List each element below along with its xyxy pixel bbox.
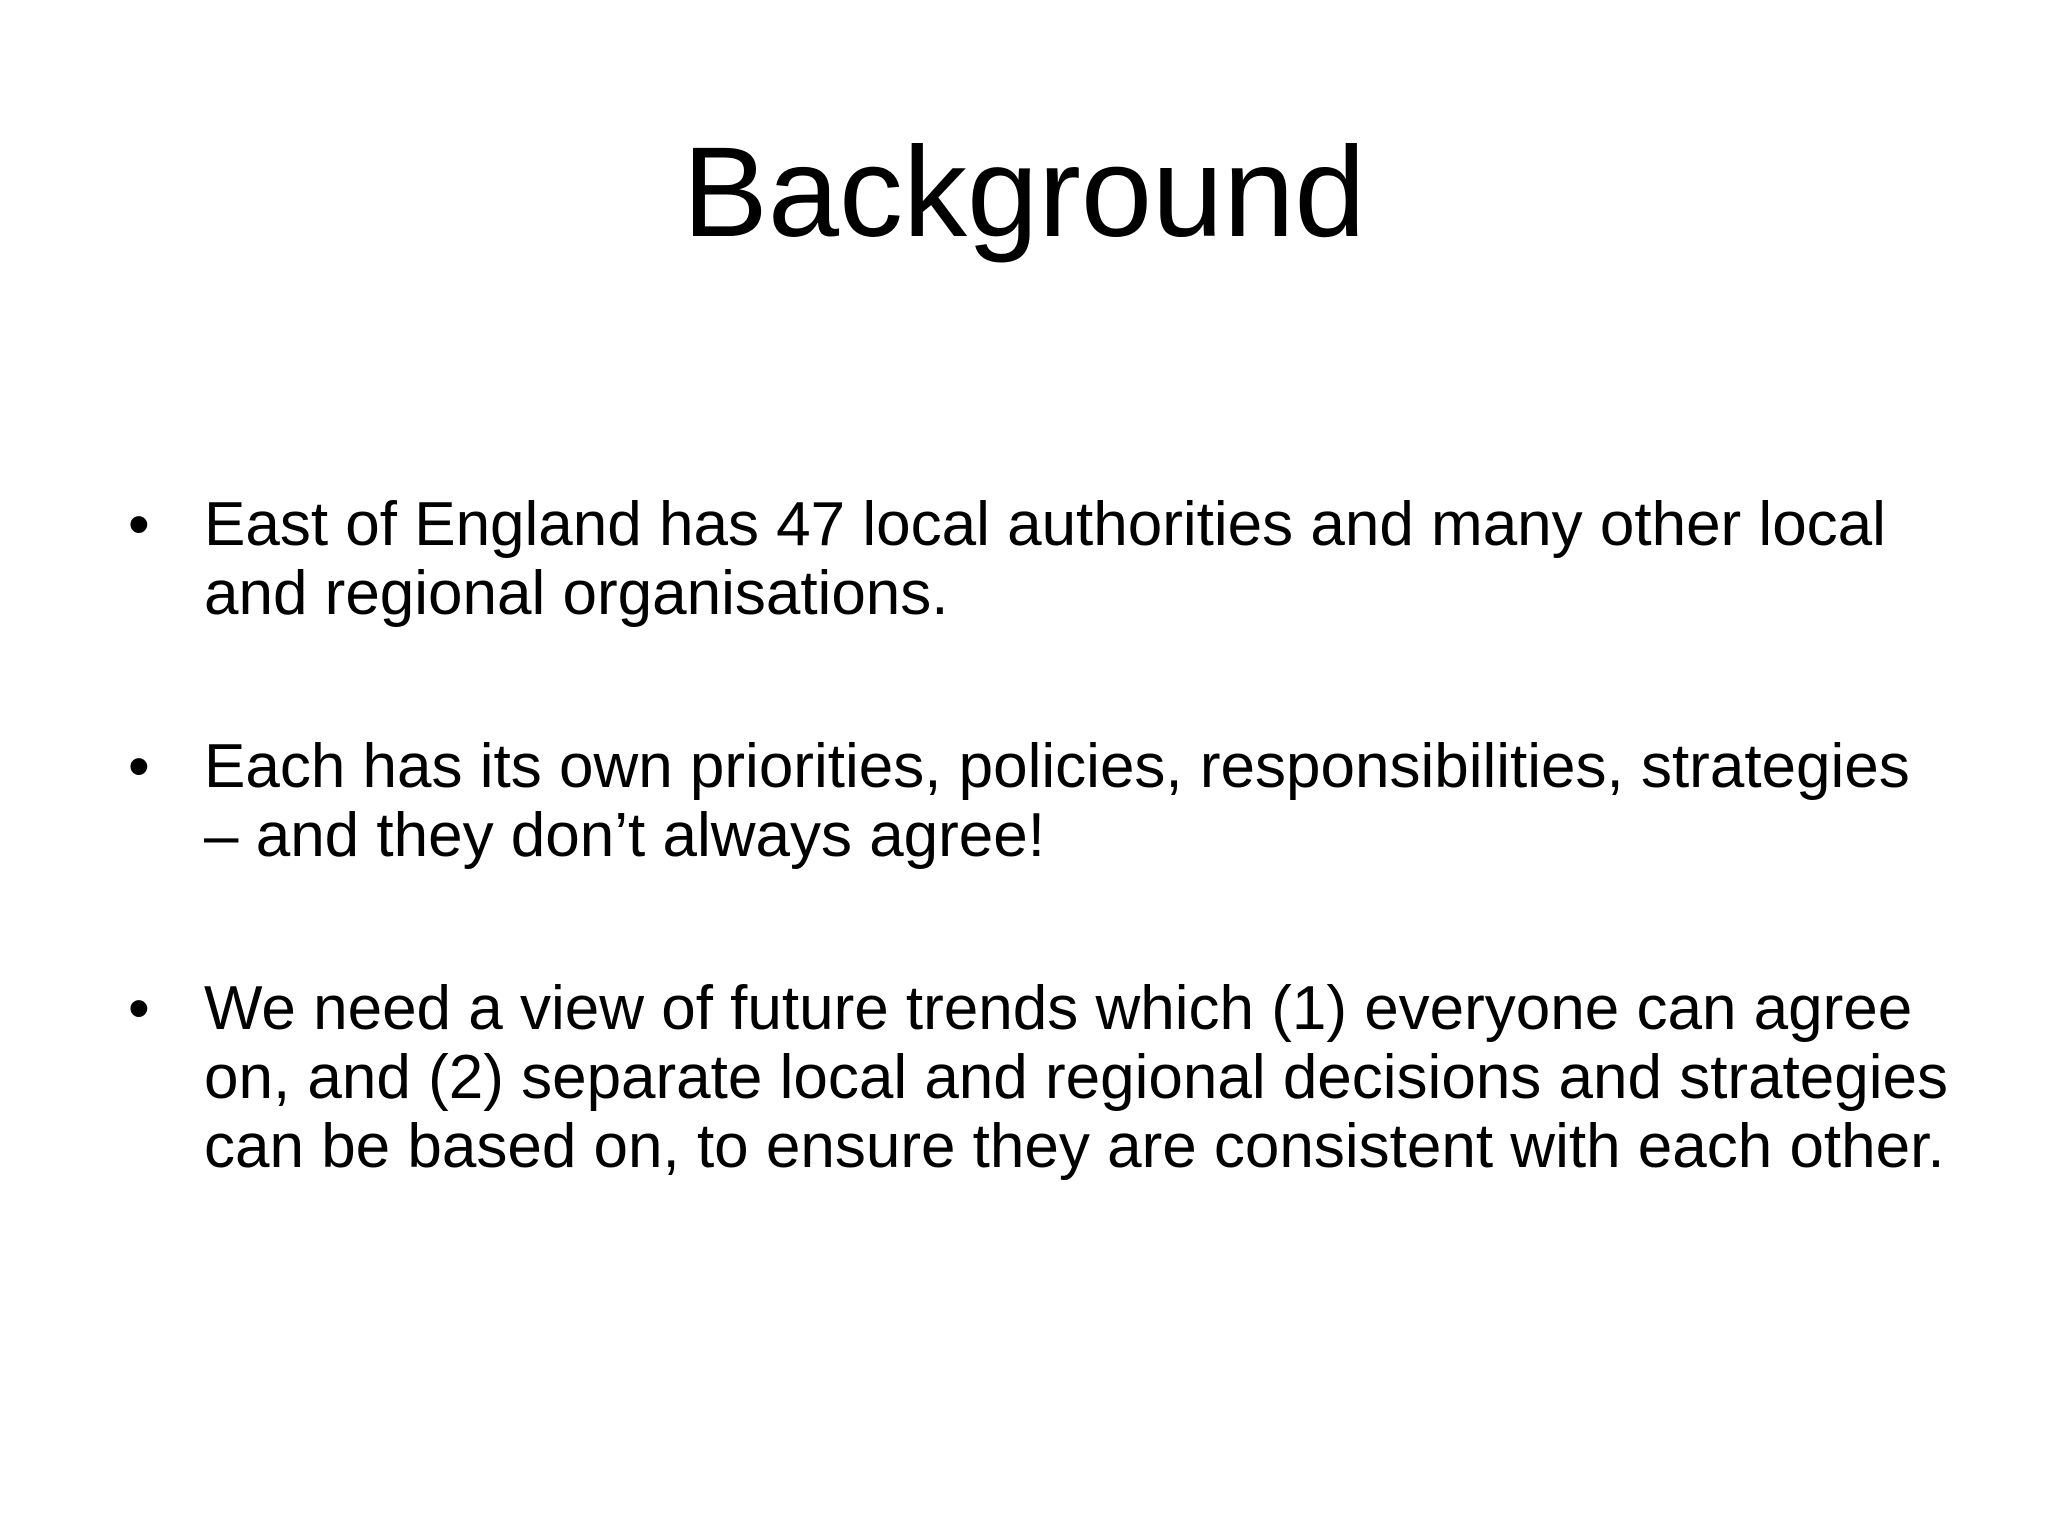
bullet-item xyxy=(128,974,1948,1181)
bullet-icon: • xyxy=(128,490,150,559)
bullet-item xyxy=(128,490,1948,628)
bullet-list xyxy=(128,490,1948,1181)
bullet-icon: • xyxy=(128,974,150,1043)
bullet-text: Each has its own priorities, policies, responsibilities, strategies – and they don’t always agree! xyxy=(204,732,1910,870)
bullet-text: East of England has 47 local authorities and many other local and regional organisations. xyxy=(204,490,1886,628)
slide-title: Background xyxy=(682,121,1366,264)
bullet-icon: • xyxy=(128,732,150,801)
bullet-text: We need a view of future trends which (1) everyone can agree on, and (2) separate local and regional decisions and strategies can be based on, to ensure they are consistent with each other. xyxy=(204,974,1948,1181)
bullet-item xyxy=(128,732,1948,870)
